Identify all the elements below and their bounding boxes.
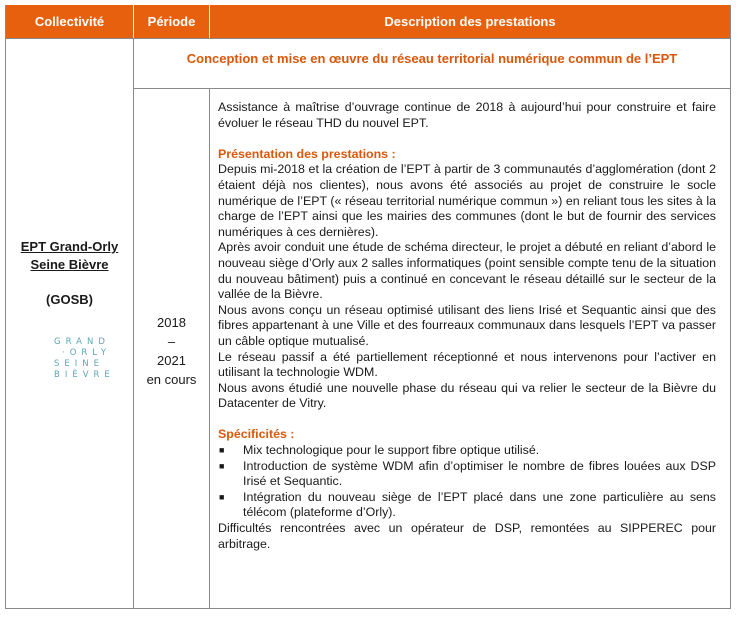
paragraph: Depuis mi-2018 et la création de l’EPT à partir de 3 communautés d’agglomération (dont 2 étaient déjà nos clientes), nous avons été associés au projet de construire le socle numérique de l’EPT (« réseau territorial numérique commun ») en reliant tous les sites à la charge de l’EPT ainsi que les mairies des communes (dont le but de fournir des services numériques à ces dernières). [218,162,716,239]
periode-cell [134,313,209,389]
bullet-text: Mix technologique pour le support fibre optique utilisé. [243,443,540,458]
section-title: Conception et mise en œuvre du réseau territorial numérique commun de l’EPT [186,51,678,66]
paragraph: Nous avons conçu un réseau optimisé utilisant des liens Irisé et Sequantic ainsi que des fibres appartenant à une Ville et des fourreaux communaux dans lesquels l’EPT va passer un câble optique mutualisé. [218,302,716,348]
paragraph: Après avoir conduit une étude de schéma directeur, le projet a débuté en reliant d’abord le nouveau siège d’Orly aux 2 salles informatiques (point sensible compte tenu de la situation du nouveau bâtiment) puis a continué en concevant le réseau détaillé sur le secteur de la vallée de la Bièvre. [218,240,716,302]
gosb-logo [54,337,114,395]
border-col2 [209,88,210,609]
description-intro: Assistance à maîtrise d’ouvrage continue de 2018 à aujourd’hui pour construire et faire évoluer le réseau THD du nouvel EPT. [218,100,716,130]
collectivite-name-line1: EPT Grand-Orly [20,239,119,254]
presentation-heading: Présentation des prestations : [218,146,396,161]
description-cell [218,100,716,552]
bullet-text: Intégration du nouveau siège de l’EPT placé dans une zone particulière au sens télécom (plateforme d’Orly). [243,489,716,520]
header-description: Description des prestations [210,5,730,38]
logo-line3: SEINE [54,359,105,369]
periode-end: 2021 [157,353,186,368]
header-periode: Période [134,5,209,38]
border-header-bottom [5,38,731,39]
border-bottom [5,608,731,609]
logo-line2: ·ORLY [62,348,112,358]
logo-line4: BIÈVRE [54,370,115,380]
collectivite-name [6,238,133,274]
paragraph: Nous avons étudié une nouvelle phase du réseau qui va relier le secteur de la Bièvre du Datacenter de Vitry. [218,380,716,411]
description-closing: Difficultés rencontrées avec un opérateur de DSP, remontées au SIPPEREC pour arbitrage. [218,521,716,551]
bullet-item [218,459,716,490]
periode-start: 2018 [157,315,186,330]
collectivite-name-line2: Seine Bièvre [30,257,109,272]
bullet-text: Introduction de système WDM afin d’optimiser le nombre de fibres louées aux DSP Irisé et Sequantic. [243,458,716,489]
header-collectivite: Collectivité [6,5,133,38]
bullet-icon: ■ [219,460,225,471]
specificites-heading: Spécificités : [218,427,295,442]
bullet-icon: ■ [219,491,225,502]
border-section-bottom [133,88,731,89]
border-left [5,5,6,609]
collectivite-abbr: (GOSB) [46,292,93,307]
paragraph: Le réseau passif a été partiellement réceptionné et nous intervenons pour l’activer en utilisant la technologie WDM. [218,349,716,380]
bullet-icon: ■ [219,445,225,456]
periode-dash: – [167,334,176,349]
periode-status: en cours [146,372,197,387]
border-right [730,5,731,609]
bullet-item [218,443,716,459]
logo-line1: GRAND [54,337,110,347]
bullet-item [218,490,716,521]
